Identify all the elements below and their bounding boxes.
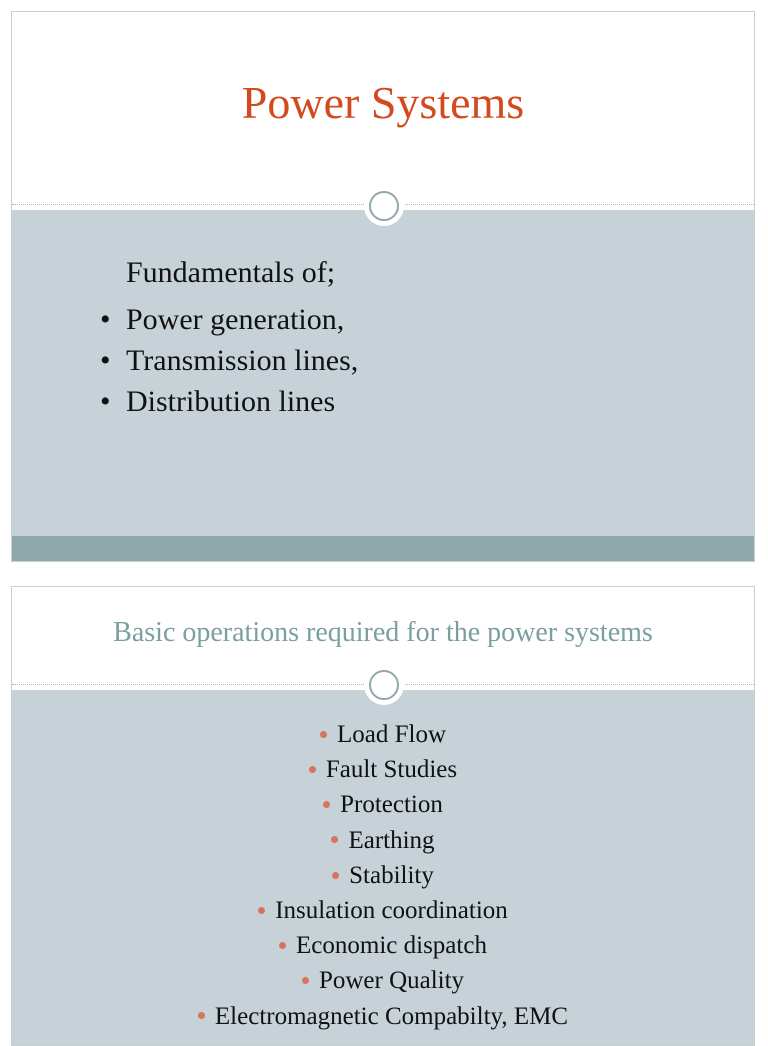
list-item: Electromagnetic Compabilty, EMC <box>12 999 754 1034</box>
list-item: Protection <box>12 787 754 822</box>
slide-1 <box>11 11 755 562</box>
bullet-icon <box>320 731 327 738</box>
footer-band <box>12 536 754 562</box>
bullet-icon: • <box>100 303 111 336</box>
bullet-icon: • <box>100 344 111 377</box>
list-item: • Distribution lines <box>100 381 358 422</box>
list-item: Load Flow <box>12 717 754 752</box>
list-item: Fault Studies <box>12 752 754 787</box>
list-item: • Power generation, <box>100 299 358 340</box>
list-item: Power Quality <box>12 963 754 998</box>
list-item: Earthing <box>12 823 754 858</box>
bullet-icon <box>332 872 339 879</box>
bullet-icon <box>331 836 338 843</box>
bullet-icon: • <box>100 385 111 418</box>
bullet-icon <box>302 977 309 984</box>
list-item: • Transmission lines, <box>100 340 358 381</box>
bullet-icon <box>198 1012 205 1019</box>
slide-2 <box>11 586 755 1046</box>
slide-title: Basic operations required for the power systems <box>113 617 653 648</box>
circle-ornament-icon <box>364 665 404 705</box>
slide-1-header <box>12 12 754 204</box>
slide-title: Power Systems <box>241 77 525 128</box>
list-item: Stability <box>12 858 754 893</box>
bullet-icon <box>258 907 265 914</box>
circle-ornament-icon <box>364 186 404 226</box>
list-item: Insulation coordination <box>12 893 754 928</box>
list-item: Economic dispatch <box>12 928 754 963</box>
bullet-icon <box>309 766 316 773</box>
intro-text: Fundamentals of; <box>126 256 336 289</box>
bullet-icon <box>323 801 330 808</box>
operations-list <box>12 717 754 1034</box>
fundamentals-list <box>100 299 358 422</box>
bullet-icon <box>279 942 286 949</box>
